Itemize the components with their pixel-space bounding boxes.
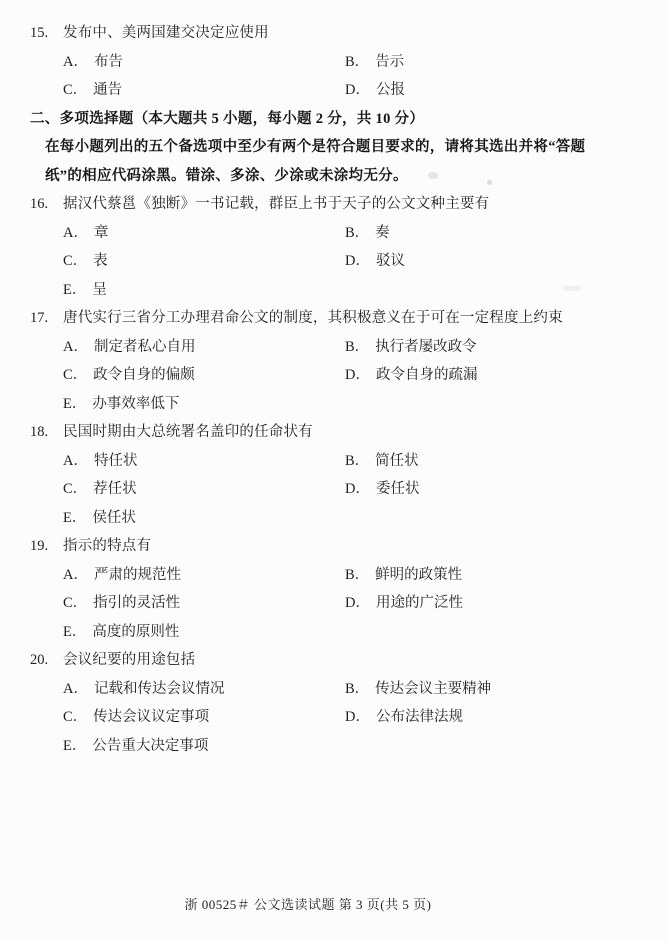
question-19-stem-line — [0, 532, 668, 561]
option-c — [63, 76, 345, 105]
option-label: B． — [345, 53, 370, 70]
option-text: 通告 — [93, 82, 123, 98]
option-label: E． — [63, 509, 87, 526]
option-label: D． — [345, 481, 370, 497]
option-text: 委任状 — [375, 481, 420, 497]
option-label: A． — [63, 224, 88, 241]
option-b — [345, 675, 668, 704]
option-text: 鲜明的政策性 — [375, 566, 463, 583]
option-a — [63, 447, 345, 476]
option-a — [63, 675, 345, 704]
option-label: A． — [63, 53, 88, 70]
option-d — [345, 703, 668, 732]
question-stem: 指示的特点有 — [63, 538, 152, 554]
section-two-instructions: 在每小题列出的五个备选项中至少有两个是符合题目要求的，请将其选出并将“答题纸”的相应代码涂黑。错涂、多涂、少涂或未涂均无分。 — [45, 139, 586, 184]
question-16-stem-line — [0, 190, 668, 219]
question-stem: 民国时期由大总统署名盖印的任命状有 — [63, 424, 313, 440]
option-text: 执行者屡改政令 — [375, 338, 477, 355]
option-b — [345, 48, 668, 77]
option-b — [345, 561, 668, 590]
option-c — [63, 589, 345, 618]
question-17-options — [63, 333, 668, 419]
option-label: D． — [345, 367, 370, 383]
question-15-stem-line — [0, 19, 668, 48]
option-text: 侯任状 — [92, 509, 136, 526]
option-d — [345, 76, 668, 105]
scan-speck — [563, 286, 581, 291]
option-text: 政令自身的疏漏 — [375, 367, 478, 383]
option-text: 公告重大决定事项 — [92, 737, 209, 754]
option-text: 驳议 — [375, 253, 405, 269]
option-text: 记载和传达会议情况 — [93, 680, 225, 697]
option-label: A． — [63, 452, 88, 469]
option-label: B． — [345, 680, 370, 697]
option-c — [63, 247, 345, 276]
question-number: 20. — [30, 652, 49, 668]
option-c — [63, 361, 345, 390]
question-number: 15. — [30, 25, 49, 41]
question-15-options — [63, 48, 668, 105]
option-text: 布告 — [93, 53, 123, 70]
option-label: C． — [63, 253, 88, 269]
option-label: E． — [63, 281, 87, 298]
scan-speck — [487, 180, 492, 185]
question-number: 17. — [30, 310, 49, 326]
option-text: 章 — [93, 224, 109, 241]
option-label: B． — [345, 566, 370, 583]
option-d — [345, 475, 668, 504]
question-18-stem-line — [0, 418, 668, 447]
option-b — [345, 447, 668, 476]
option-e — [63, 390, 345, 419]
question-stem: 唐代实行三省分工办理君命公文的制度，其积极意义在于可在一定程度上约束 — [63, 310, 563, 326]
option-e — [63, 276, 345, 305]
option-a — [63, 561, 345, 590]
question-stem: 会议纪要的用途包括 — [63, 652, 196, 668]
option-label: D． — [345, 709, 370, 725]
option-text: 荐任状 — [93, 481, 137, 497]
option-text: 严肃的规范性 — [93, 566, 181, 583]
question-number: 18. — [30, 424, 49, 440]
option-label: B． — [345, 224, 370, 241]
option-text: 高度的原则性 — [92, 623, 180, 640]
option-text: 公报 — [375, 82, 405, 98]
option-text: 表 — [93, 253, 108, 269]
option-text: 简任状 — [375, 452, 419, 469]
option-label: A． — [63, 338, 88, 355]
option-text: 公布法律法规 — [375, 709, 463, 725]
question-number: 16. — [30, 196, 49, 212]
option-text: 特任状 — [93, 452, 138, 469]
option-label: A． — [63, 680, 88, 697]
option-text: 办事效率低下 — [92, 395, 180, 412]
option-label: C． — [63, 82, 88, 98]
scan-speck — [428, 172, 438, 179]
option-text: 用途的广泛性 — [375, 595, 463, 611]
option-a — [63, 219, 345, 248]
option-label: E． — [63, 737, 87, 754]
option-label: D． — [345, 253, 370, 269]
question-stem: 发布中、美两国建交决定应使用 — [63, 25, 269, 41]
option-label: E． — [63, 395, 87, 412]
option-e — [63, 504, 345, 533]
option-label: E． — [63, 623, 87, 640]
option-label: C． — [63, 367, 88, 383]
option-text: 制定者私心自用 — [93, 338, 196, 355]
option-d — [345, 247, 668, 276]
option-e — [63, 732, 345, 761]
option-label: D． — [345, 82, 370, 98]
option-label: B． — [345, 338, 370, 355]
question-20-stem-line — [0, 646, 668, 675]
question-18-options — [63, 447, 668, 533]
option-text: 政令自身的偏颇 — [93, 367, 195, 383]
option-label: C． — [63, 481, 88, 497]
question-16-options — [63, 219, 668, 305]
question-20-options — [63, 675, 668, 761]
option-label: C． — [63, 709, 88, 725]
option-label: C． — [63, 595, 88, 611]
option-d — [345, 589, 668, 618]
option-label: B． — [345, 452, 370, 469]
option-c — [63, 703, 345, 732]
option-text: 传达会议主要精神 — [375, 680, 492, 697]
option-text: 传达会议议定事项 — [93, 709, 210, 725]
question-17-stem-line — [0, 304, 668, 333]
option-b — [345, 333, 668, 362]
option-label: A． — [63, 566, 88, 583]
question-19-options — [63, 561, 668, 647]
option-a — [63, 48, 345, 77]
section-two-heading: 二、多项选择题（本大题共 5 小题，每小题 2 分，共 10 分） — [30, 110, 425, 127]
question-stem: 据汉代蔡邕《独断》一书记载，群臣上书于天子的公文文种主要有 — [63, 196, 490, 212]
option-d — [345, 361, 668, 390]
question-number: 19. — [30, 538, 49, 554]
option-text: 奏 — [375, 224, 390, 241]
option-b — [345, 219, 668, 248]
page-footer: 浙 00525＃ 公文选读试题 第 3 页(共 5 页) — [184, 897, 432, 912]
option-text: 告示 — [375, 53, 405, 70]
option-a — [63, 333, 345, 362]
option-text: 呈 — [92, 281, 107, 298]
option-label: D． — [345, 595, 370, 611]
option-c — [63, 475, 345, 504]
option-e — [63, 618, 345, 647]
option-text: 指引的灵活性 — [93, 595, 181, 611]
